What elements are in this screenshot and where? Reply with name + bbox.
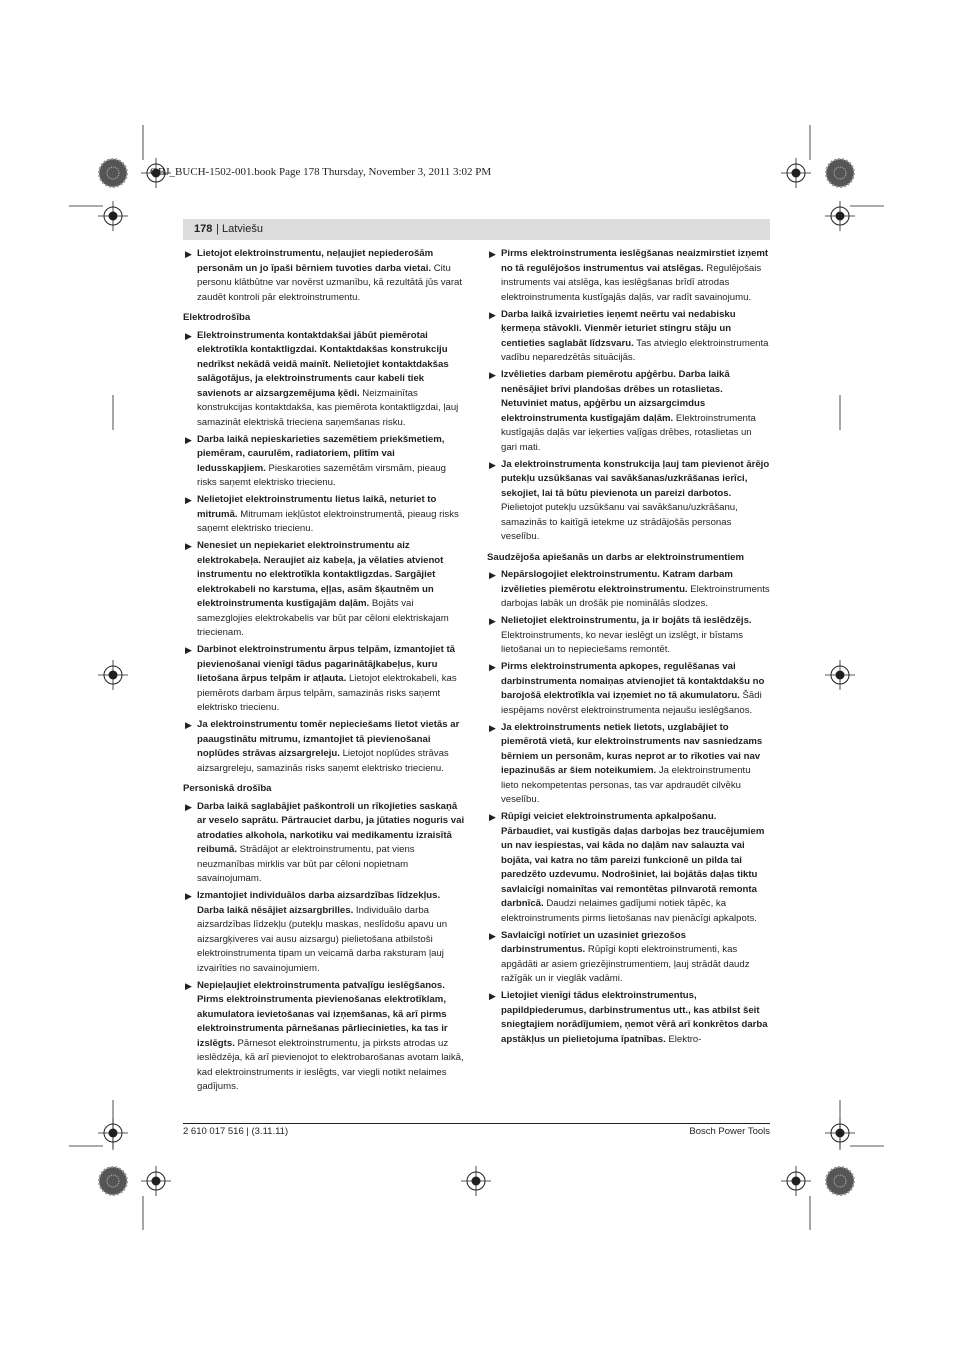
- list-item: [183, 889, 466, 976]
- list-item: [183, 433, 466, 491]
- list-item: [183, 643, 466, 716]
- triangle-right-icon: ▶: [185, 645, 192, 655]
- item-bold-text: Lietojiet vienīgi tādus elektroinstrumentus, papildpiederumus, darbinstrumentus utt., kas atbilst šeit sniegtajiem norādījumiem, ņemot vērā arī konkrētos darba apstākļus un pielietojuma īpatnības.: [501, 990, 768, 1045]
- item-bold-text: Izvēlieties darbam piemērotu apģērbu. Darba laikā nenēsājiet brīvi plandošas drēbes un rotaslietas. Netuviniet matus, apģērbu un aizsargcimdus elektroinstrumenta kustīgajām daļām.: [501, 369, 730, 424]
- triangle-right-icon: ▶: [185, 434, 192, 445]
- item-bold-text: Elektroinstrumenta kontaktdakšai jābūt piemērotai elektrotīkla kontaktligzdai. Kontaktdakšas konstrukciju nedrīkst nekādā veidā mainīt. Nelietojiet kontaktdakšas salāgotājus, ja elektroinstruments caur kabeli tiek savienots ar aizsargzemējuma ķēdi.: [197, 329, 449, 399]
- section-heading: Saudzējoša apiešanās un darbs ar elektroinstrumentiem: [487, 551, 744, 563]
- item-body-text: Elektroinstrumenta kustīgajās daļās var ieķerties vaļīgas drēbes, rotaslietas un gari mati.: [501, 412, 756, 453]
- item-body-text: Rūpīgi kopti elektroinstrumenti, kas apgādāti ar asiem griezējinstrumentiem, ļauj strādāt daudz ražīgāk un ir vieglāk vadāmi.: [501, 944, 750, 984]
- item-body-text: Ja elektroinstrumentu lieto nekompetentas personas, tas var apdraudēt cilvēku veselību.: [501, 765, 751, 805]
- footer-brand: Bosch Power Tools: [689, 1126, 770, 1137]
- page-number: 178: [194, 223, 213, 235]
- item-bold-text: Lietojot elektroinstrumentu, neļaujiet nepiederošām personām un jo īpaši bērniem tuvoties darba vietai.: [197, 248, 434, 274]
- item-bold-text: Ja elektroinstrumenta konstrukcija ļauj tam pievienot ārējo putekļu uzsūkšanas vai savākšanas/uzkrāšanas ierīci, sekojiet, lai tā būtu pievienota un pareizi darbotos.: [501, 458, 770, 499]
- page-language: Latviešu: [222, 223, 263, 235]
- item-bold-text: Izmantojiet individuālos darba aizsardzības līdzekļus. Darba laikā nēsājiet aizsargbrilles.: [197, 890, 441, 916]
- triangle-right-icon: ▶: [185, 801, 192, 812]
- right-column: [487, 247, 770, 1050]
- triangle-right-icon: ▶: [185, 720, 192, 730]
- list-item: [487, 568, 770, 612]
- page-header-band: [183, 219, 770, 240]
- list-item: [487, 721, 770, 808]
- list-item: [183, 718, 466, 776]
- list-item: [487, 810, 770, 926]
- triangle-right-icon: ▶: [489, 722, 496, 733]
- item-body-text: Citu personu klātbūtne var novērst uzmanību, kā rezultātā jūs varat zaudēt kontroli pār elektroinstrumentu.: [197, 262, 463, 303]
- list-item: [183, 979, 466, 1095]
- list-item: [183, 329, 466, 431]
- left-column: [183, 247, 466, 1097]
- list-item: [487, 660, 770, 718]
- list-item: [487, 247, 770, 305]
- item-body-text: Regulējošais instruments vai atslēga, kas ieslēgšanas brīdī atrodas elektroinstrumenta kustīgajās daļās, var radīt savainojumu.: [501, 262, 762, 303]
- item-body-text: Strādājot ar elektroinstrumentu, pat viens neuzmanības mirklis var būt par cēloni nopietnam savainojumam.: [197, 844, 415, 884]
- section-heading: Elektrodrošība: [183, 312, 251, 323]
- item-body-text: Bojāts vai samezglojies elektrokabelis var būt par cēloni elektriskajam triecienam.: [197, 598, 449, 638]
- item-bold-text: Nelietojiet elektroinstrumentu lietus laikā, neturiet to mitrumā.: [197, 494, 437, 520]
- item-body-text: Mitrumam iekļūstot elektroinstrumentā, pieaug risks saņemt elektrisko triecienu.: [197, 508, 459, 534]
- item-bold-text: Pirms elektroinstrumenta ieslēgšanas neaizmirstiet izņemt no tā regulējošos instrumentus vai atslēgas.: [501, 248, 769, 274]
- item-body-text: Lietojot elektrokabeli, kas piemērots darbam ārpus telpām, samazinās risks saņemt elektrisko triecienu.: [197, 673, 457, 713]
- item-body-text: Pārnesot elektroinstrumentu, ja pirksts atrodas uz ieslēdzēja, kā arī pievienojot to elektrobarošanas avotam laikā, kad elektroinstruments ir ieslēgts, var viegli notikt nelaimes gadījums.: [197, 1037, 464, 1092]
- item-bold-text: Nepārslogojiet elektroinstrumentu. Katram darbam izvēlieties piemērotu elektroinstrumentu.: [501, 569, 733, 595]
- item-body-text: Neizmainītas konstrukcijas kontaktdakša, kas piemērota kontaktligzdai, ļauj samazināt elektriskā trieciena saņemšanas risku.: [197, 387, 459, 428]
- item-bold-text: Darba laikā saglabājiet paškontroli un rīkojieties saskaņā ar veselo saprātu. Pārtrauciet darbu, ja jūtaties noguris vai atrodaties alkohola, narkotiku vai medikamentu izraisītā reibumā.: [197, 800, 465, 855]
- item-body-text: Individuālo darba aizsardzības līdzekļu (putekļu maskas, neslīdošu apavu un aizsargķiveres vai ausu aizsargu) pielietošana atbilstoši elektroinstrumenta tipam un veicamā darba raksturam ļauj izvairīties no savainojumiem.: [197, 904, 448, 974]
- item-bold-text: Darbinot elektroinstrumentu ārpus telpām, izmantojiet tā pievienošanai vienīgi tādus pagarinātājkabeļus, kuru lietošana ārpus telpām ir atļauta.: [197, 644, 456, 684]
- item-bold-text: Darba laikā nepieskarieties sazemētiem priekšmetiem, piemēram, caurulēm, radiatoriem, plītīm vai ledusskapjiem.: [197, 433, 445, 474]
- item-bold-text: Rūpīgi veiciet elektroinstrumenta apkalpošanu. Pārbaudiet, vai kustīgās daļas darbojas bez traucējumiem un nav iespiestas, vai kāda no daļām nav salauzta vai bojāta, vai katra no tām pareizi funkcionē un pilda tai paredzēto uzdevumu. Nodrošiniet, lai bojātās daļas tiktu savlaicīgi nomainītas vai remontētas pilnvarotā remonta darbnīcā.: [501, 811, 765, 909]
- triangle-right-icon: ▶: [489, 812, 496, 822]
- item-body-text: Elektroinstruments darbojas labāk un drošāk pie nominālās slodzes.: [501, 583, 770, 609]
- item-bold-text: Ja elektroinstruments netiek lietots, uzglabājiet to piemērotā vietā, kur elektroinstruments nav sasniedzams bērniem un personām, kuras neprot ar to rīkoties vai nav iepazinušās ar šiem noteikumiem.: [501, 721, 763, 776]
- item-bold-text: Darba laikā izvairieties ieņemt neērtu vai nedabisku ķermeņa stāvokli. Vienmēr ieturiet stingru stāju un centieties saglabāt līdzsvaru.: [501, 308, 736, 349]
- triangle-right-icon: ▶: [185, 980, 192, 991]
- list-item: [183, 493, 466, 537]
- item-body-text: Tas atvieglo elektroinstrumenta vadību neparedzētās situācijās.: [501, 337, 769, 363]
- list-item: [183, 247, 466, 305]
- triangle-right-icon: ▶: [489, 930, 496, 941]
- item-bold-text: Savlaicīgi notīriet un uzasiniet griezošos darbinstrumentus.: [501, 929, 686, 955]
- item-bold-text: Nepieļaujiet elektroinstrumenta patvaļīgu ieslēgšanos. Pirms elektroinstrumenta pievienošanas elektrotīklam, akumulatora ievietošanas vai izņemšanas, kā arī pirms elektroinstrumenta pārnešanas pārliecinieties, ka tas ir izslēgts.: [197, 979, 448, 1049]
- list-item: [487, 929, 770, 987]
- file-header: OBJ_BUCH-1502-001.book Page 178 Thursday, November 3, 2011 3:02 PM: [150, 166, 492, 178]
- triangle-right-icon: ▶: [489, 249, 496, 259]
- triangle-right-icon: ▶: [489, 309, 496, 320]
- triangle-right-icon: ▶: [185, 330, 192, 341]
- triangle-right-icon: ▶: [489, 459, 496, 470]
- footer-doc-number: 2 610 017 516 | (3.11.11): [183, 1126, 289, 1137]
- triangle-right-icon: ▶: [185, 891, 192, 901]
- header-separator: |: [216, 223, 219, 235]
- triangle-right-icon: ▶: [185, 249, 192, 259]
- list-item: [183, 800, 466, 887]
- list-item: [183, 539, 466, 641]
- item-body-text: Šādi iespējams novērst elektroinstrumenta nejaušu ieslēgšanos.: [501, 690, 762, 716]
- list-item: [487, 989, 770, 1047]
- item-bold-text: Ja elektroinstrumentu tomēr nepieciešams lietot vietās ar paaugstinātu mitrumu, izmantojiet tā pievienošanai noplūdes strāvas aizsargreleju.: [197, 719, 460, 759]
- item-bold-text: Nelietojiet elektroinstrumentu, ja ir bojāts tā ieslēdzējs.: [501, 615, 752, 626]
- footer-rule: [183, 1123, 770, 1124]
- triangle-right-icon: ▶: [489, 370, 496, 380]
- list-item: [487, 614, 770, 658]
- triangle-right-icon: ▶: [185, 541, 192, 551]
- triangle-right-icon: ▶: [489, 662, 496, 672]
- triangle-right-icon: ▶: [185, 495, 192, 505]
- item-body-text: Elektroinstruments, ko nevar ieslēgt un izslēgt, ir bīstams lietošanai un to nepieciešams remontēt.: [501, 629, 744, 655]
- section-heading: Personiskā drošība: [183, 783, 272, 794]
- list-item: [487, 458, 770, 545]
- item-body-text: Pieskaroties sazemētām virsmām, pieaug risks saņemt elektrisko triecienu.: [197, 462, 447, 488]
- triangle-right-icon: ▶: [489, 616, 496, 626]
- item-bold-text: Nenesiet un nepiekariet elektroinstrumentu aiz elektrokabeļa. Neraujiet aiz kabeļa, ja vēlaties atvienot instrumentu no elektrotīkla kontaktligzdas. Sargājiet elektrokabeli no karstuma, eļļas, asām šķautnēm un elektroinstrumenta kustīgajām daļām.: [197, 540, 444, 609]
- item-body-text: Lietojot noplūdes strāvas aizsargreleju, samazinās risks saņemt elektrisko triecienu.: [197, 748, 449, 774]
- triangle-right-icon: ▶: [489, 991, 496, 1001]
- list-item: [487, 368, 770, 455]
- item-body-text: Elektro-: [665, 1033, 702, 1045]
- list-item: [487, 308, 770, 366]
- item-body-text: Daudzi nelaimes gadījumi notiek tāpēc, ka elektroinstruments pirms lietošanas nav pienācīgi apkalpots.: [501, 898, 757, 924]
- triangle-right-icon: ▶: [489, 570, 496, 580]
- item-body-text: Pielietojot putekļu uzsūkšanu vai savākšanu/uzkrāšanu, samazinās to kaitīgā ietekme uz strādājošās personas veselību.: [501, 502, 738, 542]
- item-bold-text: Pirms elektroinstrumenta apkopes, regulēšanas vai darbinstrumenta nomaiņas atvienojiet tā kontaktdakšu no barojošā elektrotīkla vai izņemiet no tā akumulatoru.: [501, 661, 765, 701]
